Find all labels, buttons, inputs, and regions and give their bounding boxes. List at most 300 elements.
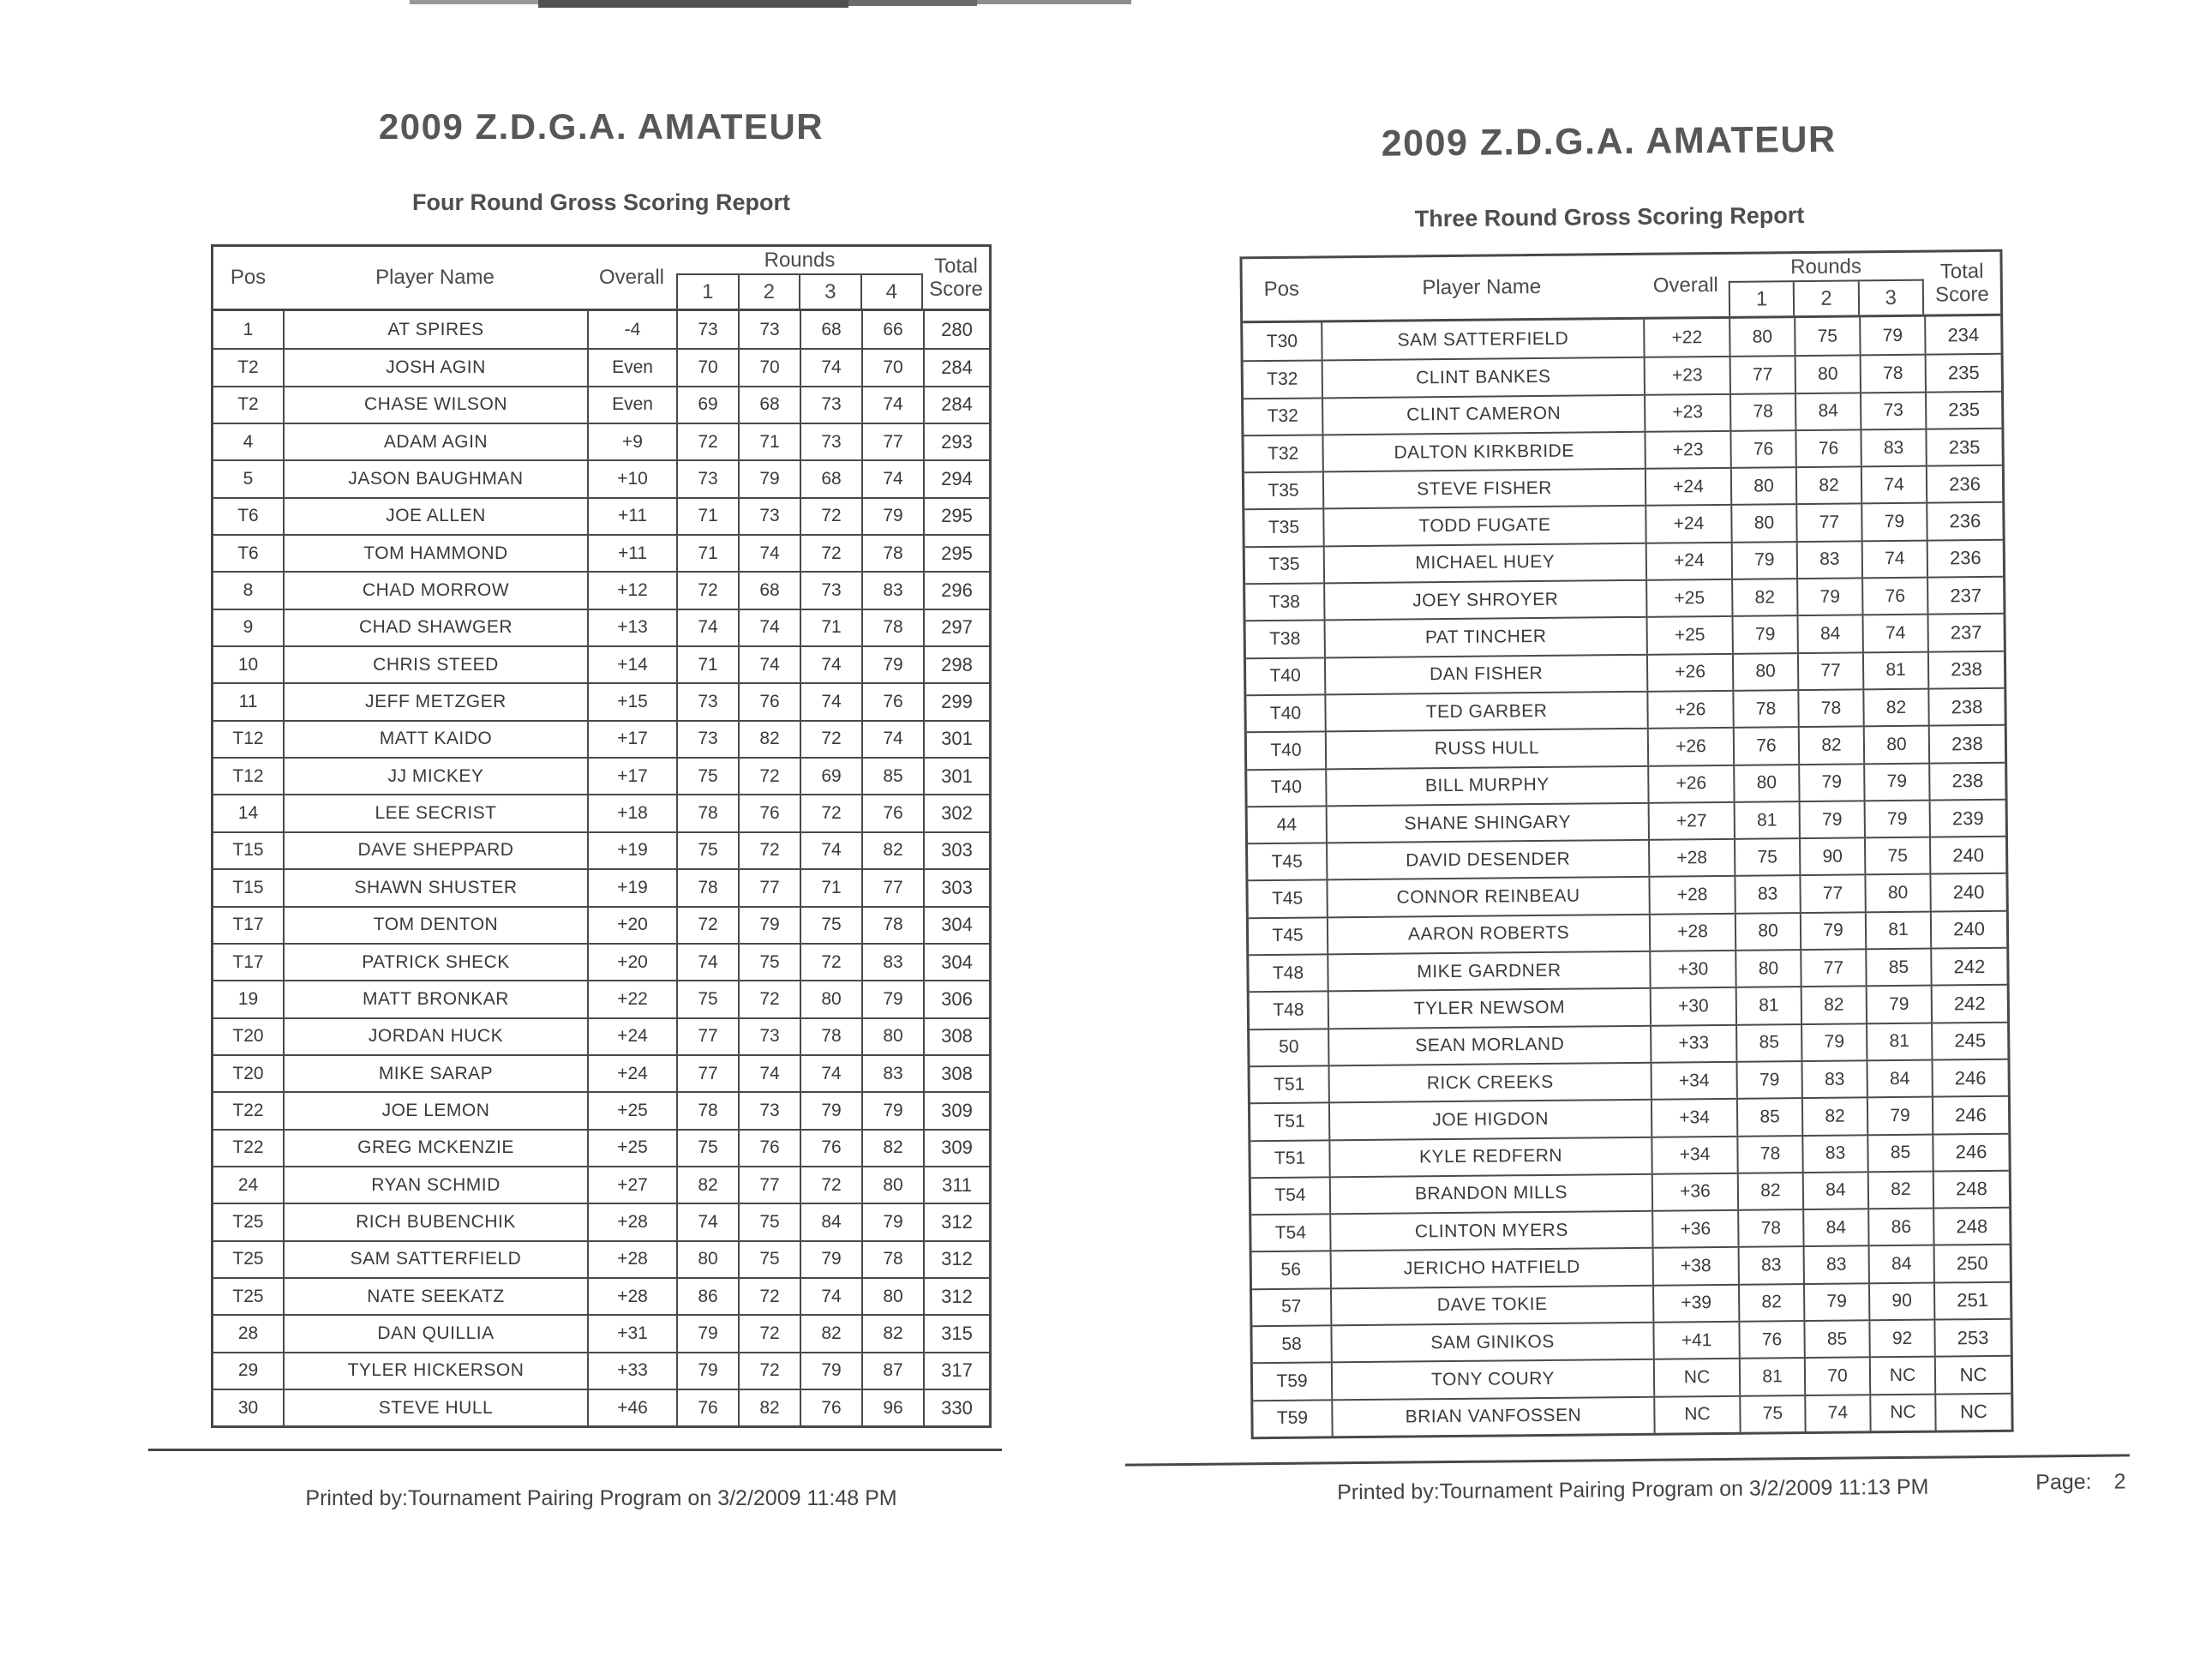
cell-total-score: 298 <box>923 647 989 682</box>
cell-player-name: AT SPIRES <box>283 311 587 348</box>
cell-round-3: 85 <box>1865 950 1930 986</box>
cell-total-score: 248 <box>1933 1172 2009 1208</box>
cell-round-2: 72 <box>738 1279 800 1314</box>
cell-overall: +25 <box>587 1093 676 1128</box>
cell-round-1: 78 <box>676 795 738 831</box>
cell-round-1: 80 <box>1732 654 1797 690</box>
cell-pos: T15 <box>232 840 264 861</box>
cell-round-3: 69 <box>800 759 861 794</box>
cell-round-2: 75 <box>1794 317 1859 355</box>
cell-total-score: 309 <box>923 1131 989 1166</box>
cell-round-1: 75 <box>676 759 738 794</box>
cell-round-2: 82 <box>1801 987 1866 1023</box>
cell-player-name: TYLER NEWSOM <box>1328 989 1650 1028</box>
cell-round-2: 76 <box>738 795 800 831</box>
cell-round-3: 76 <box>1861 579 1927 615</box>
cell-round-1: 71 <box>676 647 738 682</box>
cell-pos: T22 <box>232 1100 264 1120</box>
cell-overall: +18 <box>587 795 676 831</box>
cell-total-score: 312 <box>923 1242 989 1277</box>
header-round-3: 3 <box>799 275 860 309</box>
cell-round-3: 78 <box>1860 356 1925 392</box>
cell-pos: T6 <box>237 506 259 526</box>
cell-total-score: 303 <box>923 870 989 905</box>
cell-player-name: CHAD MORROW <box>283 573 587 608</box>
cell-overall: +25 <box>1646 617 1732 653</box>
cell-round-4: 82 <box>861 1316 923 1351</box>
cell-round-3: 72 <box>800 795 861 831</box>
cell-round-2: 79 <box>738 461 800 496</box>
cell-round-4: 78 <box>861 1242 923 1277</box>
cell-total-score: 280 <box>923 311 989 348</box>
table-row <box>1247 761 2005 806</box>
cell-player-name: MICHAEL HUEY <box>1323 544 1646 583</box>
cell-pos: 50 <box>1279 1036 1299 1058</box>
cell-overall: +14 <box>587 647 676 682</box>
cell-round-1: 74 <box>676 610 738 645</box>
cell-overall: +33 <box>1650 1025 1735 1061</box>
cell-round-2: 79 <box>1796 579 1861 615</box>
cell-overall: +12 <box>587 573 676 608</box>
cell-pos: T15 <box>232 877 264 897</box>
header-rounds: Rounds <box>1790 255 1862 279</box>
cell-overall: +41 <box>1652 1323 1738 1359</box>
cell-round-2: 84 <box>1797 616 1862 652</box>
report-subtitle: Three Round Gross Scoring Report <box>1414 202 1805 232</box>
table-row <box>1248 799 2005 843</box>
cell-round-1: 78 <box>676 1093 738 1128</box>
cell-round-4: 83 <box>861 945 923 980</box>
cell-round-3: 83 <box>1860 430 1925 466</box>
cell-round-3: 74 <box>800 1279 861 1314</box>
table-row <box>1251 1207 2009 1251</box>
cell-overall: +9 <box>587 424 676 459</box>
cell-round-4: 85 <box>861 759 923 794</box>
cell-round-3: 79 <box>1859 317 1924 355</box>
table-row <box>1249 947 2006 992</box>
table-row <box>1250 1132 2008 1177</box>
cell-pos: T2 <box>237 357 259 378</box>
cell-overall: +24 <box>1645 506 1730 542</box>
cell-overall: +27 <box>1648 803 1734 839</box>
cell-round-3: 71 <box>800 870 861 905</box>
cell-overall: +34 <box>1651 1137 1736 1173</box>
header-player-name: Player Name <box>1422 274 1542 300</box>
cell-round-2: 83 <box>1803 1247 1868 1283</box>
cell-round-2: 77 <box>1797 653 1862 689</box>
cell-round-1: 85 <box>1735 1025 1801 1061</box>
cell-round-1: 75 <box>676 1131 738 1166</box>
cell-overall: +23 <box>1644 357 1729 393</box>
cell-total-score: 251 <box>1933 1282 2010 1318</box>
footer-divider <box>1125 1454 2130 1466</box>
cell-round-3: 74 <box>800 684 861 719</box>
cell-round-1: 77 <box>1729 357 1795 393</box>
cell-player-name: CLINT BANKES <box>1322 358 1644 397</box>
cell-pos: T22 <box>232 1137 264 1158</box>
cell-round-1: 78 <box>1737 1210 1802 1246</box>
cell-round-2: 73 <box>738 1019 800 1054</box>
table-row <box>1248 836 2005 880</box>
cell-total-score: 248 <box>1933 1209 2009 1245</box>
cell-round-4: 80 <box>861 1279 923 1314</box>
cell-player-name: SEAN MORLAND <box>1328 1026 1650 1065</box>
cell-total-score: 284 <box>923 350 989 385</box>
cell-player-name: MATT KAIDO <box>283 722 587 757</box>
cell-total-score: NC <box>1934 1357 2011 1393</box>
header-total-score: Total Score <box>1934 259 1989 307</box>
cell-round-3: 73 <box>800 424 861 459</box>
cell-round-1: 85 <box>1736 1099 1801 1135</box>
cell-pos: T59 <box>1276 1371 1308 1391</box>
cell-round-4: 83 <box>861 573 923 608</box>
cell-round-2: 76 <box>738 684 800 719</box>
cell-total-score: 236 <box>1926 466 2002 502</box>
cell-total-score: 239 <box>1929 801 2005 837</box>
table-row <box>1243 316 2000 361</box>
cell-round-1: 80 <box>1733 765 1798 801</box>
cell-round-2: 75 <box>738 1204 800 1239</box>
cell-total-score: 242 <box>1930 949 2006 985</box>
cell-total-score: 299 <box>923 684 989 719</box>
cell-player-name: MIKE GARDNER <box>1327 952 1649 991</box>
page-number: Page: 2 <box>2035 1469 2126 1495</box>
cell-round-3: 92 <box>1868 1321 1933 1357</box>
cell-round-1: 71 <box>676 499 738 534</box>
cell-overall: +26 <box>1646 692 1732 728</box>
cell-total-score: 284 <box>923 387 989 423</box>
cell-player-name: TODD FUGATE <box>1322 507 1645 545</box>
header-pos: Pos <box>230 266 267 289</box>
cell-player-name: DAVID DESENDER <box>1326 841 1648 879</box>
cell-round-2: 77 <box>1795 505 1861 541</box>
header-overall: Overall <box>598 266 665 289</box>
cell-round-2: 74 <box>1804 1395 1869 1431</box>
page-title: 2009 Z.D.G.A. AMATEUR <box>1381 118 1837 165</box>
cell-player-name: TED GARBER <box>1324 693 1646 731</box>
cell-overall: +27 <box>587 1167 676 1203</box>
cell-round-1: 73 <box>676 722 738 757</box>
cell-pos: 58 <box>1281 1334 1302 1354</box>
cell-round-1: 73 <box>676 684 738 719</box>
cell-round-3: 90 <box>1868 1283 1933 1319</box>
cell-round-1: 72 <box>676 573 738 608</box>
cell-round-3: 74 <box>800 1056 861 1091</box>
cell-round-2: 82 <box>1798 728 1863 764</box>
cell-pos: T32 <box>1267 405 1298 427</box>
cell-player-name: DAN FISHER <box>1324 655 1646 693</box>
cell-total-score: 240 <box>1929 837 2005 873</box>
cell-round-1: 81 <box>1735 987 1801 1023</box>
cell-round-4: 79 <box>861 1204 923 1239</box>
cell-round-1: 79 <box>676 1353 738 1389</box>
cell-round-4: 77 <box>861 424 923 459</box>
cell-pos: T12 <box>232 729 264 749</box>
cell-total-score: 250 <box>1933 1245 2010 1281</box>
cell-overall: +28 <box>1648 840 1734 876</box>
table-row <box>1252 1318 2010 1363</box>
cell-round-2: 77 <box>1800 950 1865 986</box>
cell-round-3: 82 <box>1867 1172 1933 1208</box>
cell-round-3: 86 <box>1867 1209 1933 1245</box>
table-row <box>1250 1059 2008 1103</box>
cell-player-name: CHRIS STEED <box>283 647 587 682</box>
table-row <box>1250 984 2007 1029</box>
cell-round-1: 77 <box>676 1056 738 1091</box>
cell-round-3: 74 <box>1861 467 1926 503</box>
cell-player-name: TOM HAMMOND <box>283 536 587 571</box>
cell-total-score: 236 <box>1927 541 2003 577</box>
cell-round-1: 76 <box>676 1390 738 1425</box>
cell-total-score: 234 <box>1924 316 2000 354</box>
cell-total-score: 312 <box>923 1279 989 1314</box>
cell-overall: +36 <box>1651 1174 1737 1210</box>
cell-player-name: SAM SATTERFIELD <box>283 1242 587 1277</box>
cell-player-name: PAT TINCHER <box>1324 618 1646 657</box>
cell-round-2: 73 <box>738 1093 800 1128</box>
cell-round-4: 78 <box>861 908 923 943</box>
cell-pos: 56 <box>1280 1259 1302 1280</box>
cell-overall: Even <box>587 350 676 385</box>
cell-player-name: CLINTON MYERS <box>1329 1212 1651 1251</box>
cell-overall: +30 <box>1650 988 1735 1024</box>
cell-round-4: 74 <box>861 387 923 423</box>
cell-round-1: 74 <box>676 945 738 980</box>
cell-total-score: 246 <box>1931 1060 2007 1096</box>
cell-round-3: 79 <box>1864 801 1929 837</box>
cell-round-3: 80 <box>1863 727 1928 763</box>
cell-overall: +17 <box>587 759 676 794</box>
cell-overall: +23 <box>1644 394 1729 430</box>
cell-overall: +11 <box>587 536 676 571</box>
cell-total-score: 311 <box>923 1167 989 1203</box>
cell-overall: +26 <box>1647 729 1733 765</box>
cell-player-name: JOE ALLEN <box>283 499 587 534</box>
cell-total-score: 238 <box>1927 689 2004 725</box>
cell-round-2: 77 <box>738 1167 800 1203</box>
cell-round-2: 74 <box>738 647 800 682</box>
cell-player-name: DAN QUILLIA <box>283 1316 587 1351</box>
cell-pos: T6 <box>237 543 259 563</box>
cell-player-name: LEE SECRIST <box>283 795 587 831</box>
cell-round-2: 72 <box>738 759 800 794</box>
cell-round-3: 82 <box>1862 690 1927 726</box>
cell-round-2: 82 <box>738 1390 800 1425</box>
cell-pos: 14 <box>237 803 259 824</box>
cell-overall: +17 <box>587 722 676 757</box>
cell-pos: T45 <box>1271 851 1303 872</box>
cell-pos: T17 <box>232 951 264 972</box>
table-row <box>1244 428 2001 472</box>
cell-round-3: 79 <box>800 1353 861 1389</box>
cell-round-1: 75 <box>676 833 738 868</box>
cell-round-2: 82 <box>1795 468 1861 504</box>
cell-total-score: 242 <box>1931 986 2007 1022</box>
cell-pos: 29 <box>237 1360 259 1381</box>
cell-round-1: 80 <box>676 1242 738 1277</box>
cell-overall: +22 <box>1643 319 1729 357</box>
cell-player-name: JOEY SHROYER <box>1323 581 1646 620</box>
table-row <box>1244 390 2001 435</box>
cell-round-2: 79 <box>1799 801 1864 837</box>
cell-pos: T12 <box>232 765 264 786</box>
header-rounds: Rounds <box>764 249 836 272</box>
cell-pos: T38 <box>1268 591 1301 612</box>
header-round-4: 4 <box>860 275 922 309</box>
cell-round-2: 80 <box>1795 357 1860 393</box>
cell-round-1: 80 <box>1735 914 1800 950</box>
table-row <box>1246 613 2004 657</box>
cell-total-score: 237 <box>1927 578 2003 614</box>
cell-round-1: 75 <box>1734 839 1799 875</box>
cell-round-3: 73 <box>800 387 861 423</box>
cell-round-2: 74 <box>738 1056 800 1091</box>
printed-by-note: Printed by:Tournament Pairing Program on 3/2/2009 11:48 PM <box>305 1486 897 1510</box>
cell-round-3: 82 <box>800 1316 861 1351</box>
cell-pos: T48 <box>1272 963 1304 983</box>
cell-round-4: 66 <box>861 311 923 348</box>
cell-pos: T40 <box>1270 740 1302 760</box>
cell-round-3: 72 <box>800 722 861 757</box>
cell-player-name: SHAWN SHUSTER <box>283 870 587 905</box>
cell-round-3: 79 <box>800 1242 861 1277</box>
cell-player-name: JEFF METZGER <box>283 684 587 719</box>
cell-player-name: CHAD SHAWGER <box>283 610 587 645</box>
cell-round-3: 81 <box>1866 1023 1931 1059</box>
cell-pos: T32 <box>1267 369 1298 389</box>
cell-total-score: 330 <box>923 1390 989 1425</box>
cell-pos: 9 <box>243 617 254 638</box>
cell-round-1: 78 <box>1729 394 1795 430</box>
cell-overall: +23 <box>1644 432 1729 468</box>
table-row <box>1244 465 2002 509</box>
cell-pos: T45 <box>1271 888 1304 909</box>
table-row <box>1252 1244 2010 1288</box>
cell-round-2: 76 <box>738 1131 800 1166</box>
cell-pos: T40 <box>1269 703 1302 723</box>
cell-total-score: 308 <box>923 1019 989 1054</box>
cell-player-name: DALTON KIRKBRIDE <box>1322 433 1644 471</box>
table-row <box>1246 650 2004 694</box>
cell-round-4: 74 <box>861 461 923 496</box>
cell-total-score: 295 <box>923 536 989 571</box>
table-row <box>1249 910 2006 955</box>
cell-overall: +28 <box>1649 915 1735 951</box>
table-row <box>1250 1021 2007 1065</box>
cell-player-name: SHANE SHINGARY <box>1326 804 1648 843</box>
table-row <box>1244 501 2002 546</box>
cell-round-3: 85 <box>1867 1135 1932 1171</box>
cell-total-score: 295 <box>923 499 989 534</box>
cell-total-score: 245 <box>1931 1023 2007 1059</box>
cell-round-3: 84 <box>800 1204 861 1239</box>
cell-round-3: 81 <box>1862 652 1927 688</box>
cell-round-4: 70 <box>861 350 923 385</box>
cell-total-score: 238 <box>1927 651 2004 687</box>
cell-round-1: 82 <box>1738 1285 1803 1321</box>
cell-pos: 8 <box>243 580 254 601</box>
cell-total-score: 236 <box>1926 503 2002 539</box>
cell-round-2: 70 <box>1804 1359 1869 1395</box>
cell-round-3: NC <box>1869 1395 1934 1431</box>
cell-pos: T38 <box>1269 628 1301 650</box>
cell-overall: +30 <box>1649 951 1735 987</box>
table-row <box>1250 1095 2008 1140</box>
cell-round-1: 82 <box>676 1167 738 1203</box>
cell-player-name: STEVE FISHER <box>1322 470 1645 508</box>
cell-overall: +28 <box>587 1279 676 1314</box>
rounds-subheader <box>1729 279 1924 316</box>
cell-player-name: MIKE SARAP <box>283 1056 587 1091</box>
cell-pos: 24 <box>237 1174 259 1195</box>
table-row <box>1245 576 2003 621</box>
cell-player-name: CONNOR REINBEAU <box>1326 878 1648 916</box>
cell-overall: NC <box>1653 1396 1739 1432</box>
cell-round-2: 79 <box>738 908 800 943</box>
cell-overall: +34 <box>1651 1100 1736 1136</box>
cell-total-score: NC <box>1934 1394 2011 1430</box>
cell-overall: +11 <box>587 499 676 534</box>
cell-total-score: 235 <box>1925 429 2001 465</box>
cell-round-1: 86 <box>676 1279 738 1314</box>
cell-overall: +15 <box>587 684 676 719</box>
cell-player-name: JJ MICKEY <box>283 759 587 794</box>
header-round-2: 2 <box>738 275 800 309</box>
cell-round-2: 74 <box>738 536 800 571</box>
cell-overall: +24 <box>1645 469 1730 505</box>
cell-round-3: NC <box>1869 1358 1934 1394</box>
cell-round-4: 83 <box>861 1056 923 1091</box>
cell-round-1: 76 <box>1729 431 1795 467</box>
cell-round-4: 77 <box>861 870 923 905</box>
cell-overall: +19 <box>587 833 676 868</box>
cell-round-2: 72 <box>738 1316 800 1351</box>
cell-round-3: 84 <box>1866 1061 1931 1097</box>
cell-pos: T25 <box>232 1249 264 1269</box>
cell-overall: +20 <box>587 945 676 980</box>
cell-round-1: 80 <box>1735 951 1800 987</box>
cell-round-2: 83 <box>1796 542 1861 578</box>
cell-player-name: BILL MURPHY <box>1325 766 1647 805</box>
cell-round-2: 72 <box>738 833 800 868</box>
cell-total-score: 302 <box>923 795 989 831</box>
cell-player-name: RICK CREEKS <box>1328 1064 1651 1102</box>
cell-player-name: GREG MCKENZIE <box>283 1131 587 1166</box>
cell-total-score: 297 <box>923 610 989 645</box>
cell-round-3: 80 <box>1864 875 1929 911</box>
header-round-2: 2 <box>1793 281 1858 315</box>
cell-overall: +10 <box>587 461 676 496</box>
cell-round-1: 70 <box>676 350 738 385</box>
report-subtitle: Four Round Gross Scoring Report <box>411 189 790 216</box>
cell-total-score: 253 <box>1933 1320 2010 1356</box>
cell-round-3: 79 <box>1866 987 1931 1023</box>
cell-player-name: JASON BAUGHMAN <box>283 461 587 496</box>
cell-round-4: 80 <box>861 1167 923 1203</box>
cell-pos: 57 <box>1280 1297 1302 1317</box>
cell-round-4: 76 <box>861 795 923 831</box>
cell-player-name: SAM SATTERFIELD <box>1321 320 1643 360</box>
table-body <box>1243 316 2011 1437</box>
table-row <box>1244 353 2001 398</box>
cell-total-score: 301 <box>923 722 989 757</box>
cell-round-3: 75 <box>1864 838 1929 874</box>
cell-overall: +19 <box>587 870 676 905</box>
cell-round-1: 83 <box>1738 1247 1803 1283</box>
cell-round-1: 72 <box>676 908 738 943</box>
cell-round-3: 72 <box>800 499 861 534</box>
cell-overall: +28 <box>587 1242 676 1277</box>
